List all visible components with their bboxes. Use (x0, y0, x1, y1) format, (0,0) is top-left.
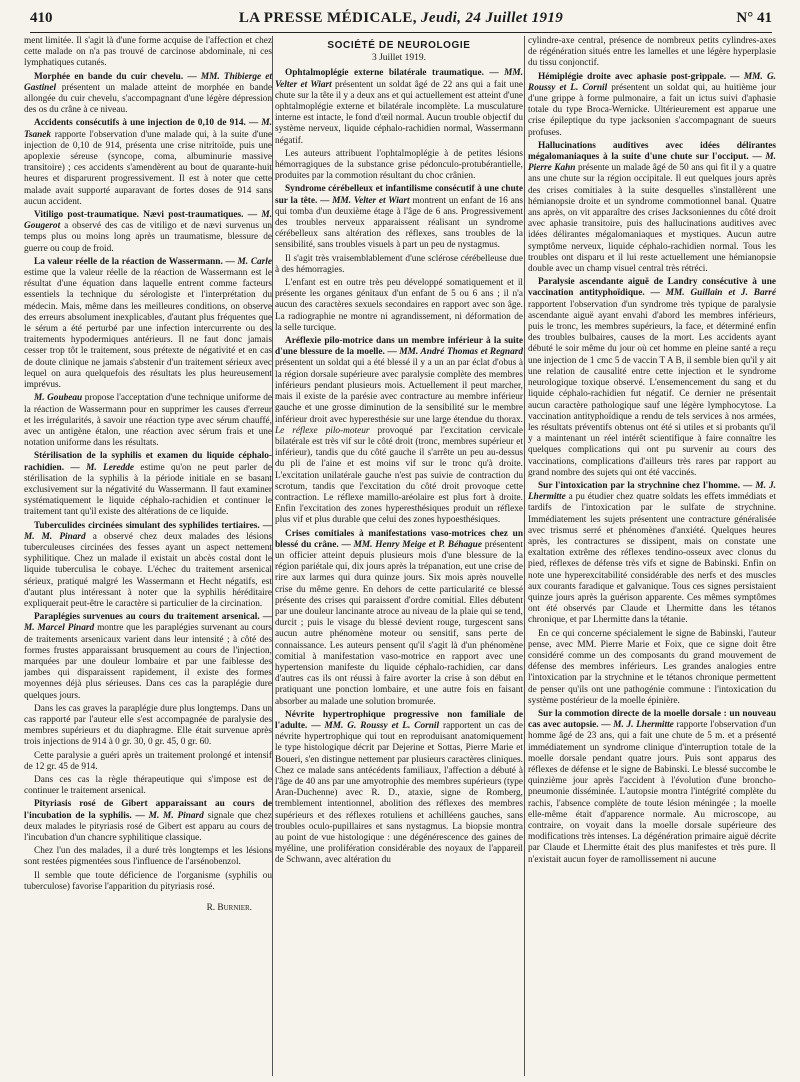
issue-number: N° 41 (736, 10, 772, 26)
page-number: 410 (30, 10, 53, 26)
article-title: Aréflexie pilo-motrice dans un membre inférieur à la suite d'une blessure de la moelle. — (275, 336, 523, 358)
article-authors: M. Leredde (86, 462, 135, 473)
article-hemiplegie (528, 72, 776, 139)
paragraph: Dans les cas graves la paraplégie dure plus longtemps. Dans un cas rapporté par l'auteur elle s'est accompagnée de paralysie des membres supérieurs et du diaphragme. Elle était survenue après trois injections de 914 à 0 gr. 30, 0 gr. 45, 0 gr. 60. (24, 703, 272, 748)
article-authors: M. Tsanek (24, 118, 272, 140)
article-body: présentent un soldat qui, au huitième jour d'une grippe à forme pulmonaire, a fait un ictus suivi d'aphasie totale du type Broca-Wernicke. Ultérieurement est apparue une crise épileptique du type jacksonien s'accompagnant de sueurs profuses. (528, 82, 776, 138)
article-accidents-914 (24, 118, 272, 208)
article-body: rapportent l'observation d'un syndrome très typique de paralysie ascendante aiguë ayant envahi d'abord les membres inférieurs, puis le tronc, les membres supérieurs, la face, et déterminé enfin des troubles bulbaires, causes de la mort. Les accidents ayant débuté le soir même du jour où cet homme en pleine santé a reçu une injection de 1 cmc 5 de vaccin T A B, il semble bien qu'il y ait une relation de causalité entre cette injection et le syndrome neurologique toxique observé. L'ensemencement du sang et du liquide céphalo-rachidien fut négatif. Ce dernier ne présentait aucun caractère pathologique sauf une légère lymphocytose. La vaccination antityphoïdique a rendu de tels services à nos armées, les résultats préventifs obtenus ont été si utiles et si probants qu'il y a maintenant un réel intérêt scientifique à faire connaître les quelques complications qui ont pu survenir au cours des vaccinations, complications d'ailleurs très rares par rapport au grand nombre des sujets qui ont été vaccinés. (528, 299, 776, 478)
column-2 (275, 36, 523, 1076)
article-authors: MM. André Thomas et Regnard (399, 347, 523, 358)
article-title: Paraplégies survenues au cours du traitement arsenical. — (34, 612, 272, 623)
article-paraplegies (24, 612, 272, 702)
article-authors: M. J. Lhermitte (528, 480, 776, 503)
issue-date: Jeudi, 24 Juillet 1919 (421, 10, 564, 26)
article-authors: M. Carle (237, 256, 272, 267)
article-tuberculides (24, 521, 272, 611)
article-body: rapportent un cas de névrite hypertrophique qui tout en reproduisant anatomiquement le type histologique décrit par Dejerine et Sottas, Pierre Marie et Boueri, s'en distingue nettement par plusieurs caractères cliniques. Chez ce malade sans antécédents familiaux, l'affection a débuté à l'âge de 40 ans par une amyotrophie des membres supérieurs (type Aran-Duchenne) avec R. D., ataxie, signe de Romberg, tremblement intentionnel, abolition des réflexes des membres supérieurs et des réflexes rotuliens et achilléens gauches, sans troubles oculo-pupillaires et sans nystagmus. La biopsie montra au point de vue histologique : une dégénérescence des gaines de myéline, une prolifération considérable des noyaux de l'appareil de Schwann, avec altération du (275, 720, 523, 866)
article-authors: M. Goubeau (34, 393, 83, 404)
paragraph: L'enfant est en outre très peu développé somatiquement et il présente les organes génitaux d'un enfant de 5 ou 6 ans ; il n'a aucun des caractères sexuels secondaires en rapport avec son âge. La radiographie ne montre ni agrandissement, ni déformation de la selle turcique. (275, 278, 523, 333)
article-authors: M. J. Lhermitte (613, 720, 674, 731)
article-strychnine (528, 481, 776, 627)
article-authors: M. Marcel Pinard (24, 623, 95, 634)
article-vitiligo (24, 210, 272, 255)
article-areflexie (275, 336, 523, 526)
article-body: montrent un enfant de 16 ans qui tomba d'un deuxième étage à l'âge de 6 ans. Progressivement des troubles nerveux apparaissent réalisant un syndrome cérébelleux sans altération des réflexes, sans troubles de la sensibilité, sans troubles visuels à part un peu de nystagmus. (275, 195, 523, 251)
article-title: Morphée en bande du cuir chevelu. — (34, 71, 197, 82)
article-authors: MM. Velter et Wiart (275, 68, 523, 90)
article-crises-comitiales (275, 529, 523, 708)
article-title: Stérilisation de la syphilis et examen du liquide céphalo-rachidien. — (24, 451, 272, 473)
article-body: estime que la valeur réelle de la réaction de Wassermann est le résultat d'une équation dans laquelle entrent comme facteurs essentiels la technique du sérologiste et l'interprétation du médecin. Mais, même dans les meilleures conditions, on observe des erreurs absolument inexplicables, d'autant plus fréquentes que le sérum a été perturbé par une infection intercurrente ou des traitements hypodermiques antérieurs. Il ne faut donc jamais cesser trop tôt le traitement, sous prétexte de négativité et en cas de doute clinique ne jamais s'abstenir d'un traitement sérieux avec lequel on aura quelquefois des résultats les plus heureusement imprévus. (24, 268, 272, 391)
article-body: rapporte l'observation d'une malade qui, à la suite d'une injection de 0,10 de 914, présenta une crise nitritoïde, puis une apoplexie séreuse (syncope, coma, albuminurie massive transitoire) ; ces accidents s'amendèrent au bout de quarante-huit heures et disparurent progressivement. Il est à noter que cette malade avait supporté auparavant de fortes doses de 914 sans aucun accident. (24, 129, 272, 207)
paragraph: Cette paralysie a guéri après un traitement prolongé et intensif de 12 gr. 45 de 914. (24, 750, 272, 772)
article-ophtalmoplegie (275, 68, 523, 146)
column-divider (272, 36, 273, 1076)
journal-name: LA PRESSE MÉDICALE, (238, 10, 417, 26)
paragraph: Il semble que toute déficience de l'organisme (syphilis ou tuberculose) favorise l'apparition du pityriasis rosé. (24, 870, 272, 892)
article-body: estime qu'on ne peut parler de stérilisation de la syphilis à la période initiale en se basant exclusivement sur la négativité du Wassermann. Il faut examiner systématiquement le liquide céphalo-rachidien et continuer le traitement tant qu'il existe des altérations de ce liquide. (24, 462, 272, 518)
article-body: signale que chez deux malades le pityriasis rosé de Gibert est apparu au cours de l'incubation d'un chancre syphilitique classique. (24, 810, 272, 844)
article-title: Vitiligo post-traumatique. Nævi post-traumatiques. — (34, 210, 258, 221)
article-body: a observé des cas de vitiligo et de nævi survenus un temps plus ou moins long après un traumatisme, blessure de guerre ou coup de froid. (24, 221, 272, 254)
article-body: a observé chez deux malades des lésions tuberculeuses circinées des fesses ayant un aspect nettement syphilitique. Chez un malade il existait un abcès costal dont le liquide tuberculisa le cobaye. L'échec du traitement arsenical sérieux, pratiqué malgré les Wassermann et Hecht négatifs, est d'autant plus intéressant à noter que la syphilis héréditaire expliquerait peut-être le caractère si particulier de la circination. (24, 531, 272, 609)
article-authors: MM. G. Roussy et L. Cornil (528, 71, 776, 93)
article-title: Sur la commotion directe de la moelle dorsale : un nouveau cas avec autopsie. — (528, 708, 776, 731)
article-paralysie-landry (528, 277, 776, 479)
article-authors: MM. Henry Meige et P. Béhague (353, 539, 482, 550)
column-3 (528, 36, 776, 1076)
article-authors: M. M. Pinard (24, 531, 86, 542)
paragraph: cylindre-axe central, présence de nombreux petits cylindres-axes de régénération situés entre les lamelles et une légère hyperplasie du tissu conjonctif. (528, 36, 776, 69)
paragraph: Les auteurs attribuent l'ophtalmoplégie à de petites lésions hémorragiques de la substance grise pédonculo-protubérantielle, produites par la commotion résultant du choc crânien. (275, 148, 523, 182)
article-authors: M. Pierre Kahn (528, 152, 776, 174)
article-title: Paralysie ascendante aiguë de Landry consécutive à une vaccination antityphoïdique. — (528, 277, 776, 299)
page-header (30, 8, 772, 33)
article-body: présentent un soldat qui a été blessé il y a un an par éclat d'obus à la région dorsale supérieure avec paralysie complète des membres inférieurs pendant plusieurs mois. Actuellement il peut marcher, mais il existe de la parésie avec contracture au membre inférieur gauche et une grosse diminution de la sensibilité sur le membre inférieur droit avec hyperesthésie sur une large étendue du thorax. (275, 358, 523, 425)
article-body: a pu étudier chez quatre soldats les effets immédiats et tardifs de l'intoxication par le sulfate de strychnine. Immédiatement les sujets présentent une contracture généralisée avec trismus serré et phénomènes d'anxiété. Quelques heures après, les contractures se dissipent, mais on constate une exaltation extrême des réflexes tendino-osseux avec clonus du pied, réflexes de défense très vifs et signe de Babinski. Enfin on note une hyperexcitabilité considérable des nerfs et des muscles aux courants faradique et galvanique. Tous ces signes persistaient quinze jours après la guérison apparente. Ces mêmes symptômes ont été observés par Claude et Lhermitte dans les tétanos chronique, et par Lhermitte dans la tétanie. (528, 492, 776, 626)
article-authors: M. Gougerot (24, 210, 272, 232)
paragraph: Il s'agit très vraisemblablement d'une sclérose cérébelleuse due à des hémorragies. (275, 253, 523, 275)
article-body: présentent un officier atteint depuis plusieurs mois d'une blessure de la région pariétale qui, dix jours après la trépanation, eut une crise de rire aux larmes qui dura quinze jours. Six mois après nouvelle crise du même genre. En dehors de cette particularité ce blessé présente des crises qui paraissent d'ordre comitial. Elles débutent par une douleur lancinante atroce au niveau de la plaie qui se tend, durcit ; puis le visage du blessé devient rouge, turgescent sans aucun autre phénomène moteur ou sensitif, sans perte de connaissance. Les auteurs pensent qu'il s'agit là d'un phénomène comitial à manifestation vaso-motrice en rapport avec une hypertension manifeste du liquide céphalo-rachidien, car dans d'autres cas ils ont réussi à faire avorter la crise à son début en pratiquant une ponction lombaire, et une autre fois en faisant absorber au malade une solution bromurée. (275, 539, 523, 707)
article-title: Sur l'intoxication par la strychnine chez l'homme. — (538, 480, 753, 491)
article-pityriasis (24, 799, 272, 844)
article-authors: MM. Velter et Wiart (332, 195, 410, 206)
paragraph: En ce qui concerne spécialement le signe de Babinski, l'auteur pense, avec MM. Pierre Marie et Foix, que ce signe doit être considéré comme un des composants du grand mouvement de défense des membres inférieurs. Les grandes analogies entre l'intoxication par la strychnine et le tétanos chronique permettent de penser qu'ils ont une pathogénie commune : l'intoxication du système postérieur de la moelle épinière. (528, 628, 776, 706)
journal-title (30, 10, 772, 27)
article-body: présentent un soldat âgé de 22 ans qui a fait une chute sur la tête il y a deux ans et qui actuellement est atteint d'une ophtalmoplégie externe et bilatérale incomplète. La musculature interne est intacte, le fond d'œil normal. Aucun trouble objectif du système nerveux, liquide céphalo-rachidien normal, Wassermann négatif. (275, 79, 523, 146)
article-title: Syndrome cérébelleux et infantilisme consécutif à une chute sur la tête. — (275, 184, 523, 206)
section-title: SOCIÉTÉ DE NEUROLOGIE (327, 40, 471, 51)
article-body: provoqué par l'excitation cervicale bilatérale est très vif sur le côté droit (tronc, membres supérieur et inférieur), tandis que du côté gauche il s'arrête un peu au-dessus du pli de l'aine et est moins vif sur le tronc qu'à droite. L'excitation unilatérale gauche n'est pas suivie de contraction du scrotum, tandis que l'excitation du côté droit provoque cette contraction. Le réflexe mamillo-aréolaire est plus fort à droite. Enfin l'excitation des zones hyperesthésiques produit un réflexe plus vif et plus durable que celui des zones hypoesthésiques. (275, 425, 523, 526)
article-commotion-moelle (528, 709, 776, 866)
article-title: Névrite hypertrophique progressive non familiale de l'adulte. — (275, 709, 523, 731)
article-italic: Le réflexe pilo-moteur (275, 425, 370, 436)
article-title: Ophtalmoplégie externe bilatérale traumatique. — (285, 68, 499, 79)
paragraph (24, 393, 272, 449)
article-nevrite (275, 710, 523, 867)
signature: R. Burnier. (206, 903, 252, 914)
article-title: Hallucinations auditives avec idées délirantes mégalomaniaques à la suite d'une chute sur l'occiput. — (528, 140, 776, 163)
paragraph: ment limitée. Il s'agit là d'une forme acquise de l'affection et chez cette malade on n'a pas trouvé de carcinose abdominale, ni ces lymphatiques cutanés. (24, 36, 272, 69)
column-divider (524, 36, 525, 1076)
article-body: présentent un malade atteint de morphée en bande allongée du cuir chevelu, s'accompagnant d'une légère dépression des os du crâne à ce niveau. (24, 82, 272, 116)
article-title: La valeur réelle de la réaction de Wassermann. — (34, 256, 235, 267)
article-sterilisation (24, 451, 272, 518)
column-1 (24, 36, 272, 1076)
paragraph: Dans ces cas la règle thérapeutique qui s'impose est de continuer le traitement arsenical. (24, 775, 272, 797)
article-morphee (24, 72, 272, 117)
article-body: propose l'acceptation d'une technique uniforme de la réaction de Wassermann pour en supprimer les causes d'erreur et les irrégularités, à savoir une réaction type avec sérum chauffé, avec un antigène étalon, une réaction avec sérum frais et une notation uniforme dans les résultats. (24, 393, 272, 449)
article-authors: MM. Guillain et J. Barré (665, 288, 776, 299)
article-title: Tuberculides circinées simulant des syphilides tertiaires. — (34, 520, 272, 531)
paragraph: Chez l'un des malades, il a duré très longtemps et les lésions sont restées pigmentées sous l'influence de l'arsénobenzol. (24, 846, 272, 868)
article-authors: M. M. Pinard (148, 810, 204, 821)
article-body: présente un malade âgé de 50 ans qui fit il y a quatre ans une chute sur la région occipitale. Il eut quelques jours après des crises comitiales à la suite desquelles s'installèrent une hémianopsie droite et un syndrome commotionnel banal. Quatre ans après, on vit apparaître des crises Jacksoniennes du côté droit avec aphasie transitoire, puis des hallucinations auditives avec idées délirantes mégalomaniaques et mystiques. Aucun autre symptôme nerveux, liquide céphalo-rachidien normal. Tous les troubles ont disparu et il lui reste actuellement une hémianopsie double avec un champ visuel central très rétréci. (528, 163, 776, 275)
article-hallucinations (528, 141, 776, 275)
article-title: Accidents consécutifs à une injection de 0,10 de 914. — (34, 118, 259, 129)
article-syndrome-cerebelleux (275, 184, 523, 251)
article-title: Pityriasis rosé de Gibert apparaissant au cours de l'incubation de la syphilis. — (24, 799, 272, 821)
section-date: 3 Juillet 1919. (371, 53, 427, 64)
article-title: Crises comitiales à manifestations vaso-motrices chez un blessé du crâne. — (275, 528, 523, 550)
article-authors: MM. G. Roussy et L. Cornil (324, 720, 440, 731)
article-title: Hémiplégie droite avec aphasie post-grippale. — (538, 71, 740, 82)
article-body: montre que les paraplégies survenant au cours de traitements arsenicaux varient dans leur intensité ; à côté des formes frustes apparaissant brusquement au cours de l'injection, marquées par une douleur lombaire et par une faiblesse des jambes qui disparaissent rapidement, il existe des formes moyennes déjà plus sérieuses. Dans ces cas la paraplégie dure quelques jours. (24, 623, 272, 701)
article-wassermann (24, 257, 272, 391)
article-authors: MM. Thibierge et Gastinel (24, 71, 272, 93)
article-body: rapporte l'observation d'un homme âgé de 23 ans, qui a fait une chute de 5 m. et a présenté immédiatement un syndrome clinique d'interruption totale de la moelle dorsale pendant quatre jours. Puis sont apparus des réflexes de défense et le signe de Babinski. Le blessé succombe le quinzième jour après l'accident à l'évolution d'une broncho-pneumonie disséminée. L'autopsie montra l'intégrité complète du rachis, l'absence complète de toute lésion méningée ; la moelle elle-même était d'apparence normale. Au microscope, au contraire, on voyait dans la moelle dorsale supérieure des modifications très intenses. La dégénération primaire aiguë décrite par Claude et Lhermitte était des plus manifestes et très pure. Il n'existait aucun foyer de ramollissement ni aucune (528, 720, 776, 865)
